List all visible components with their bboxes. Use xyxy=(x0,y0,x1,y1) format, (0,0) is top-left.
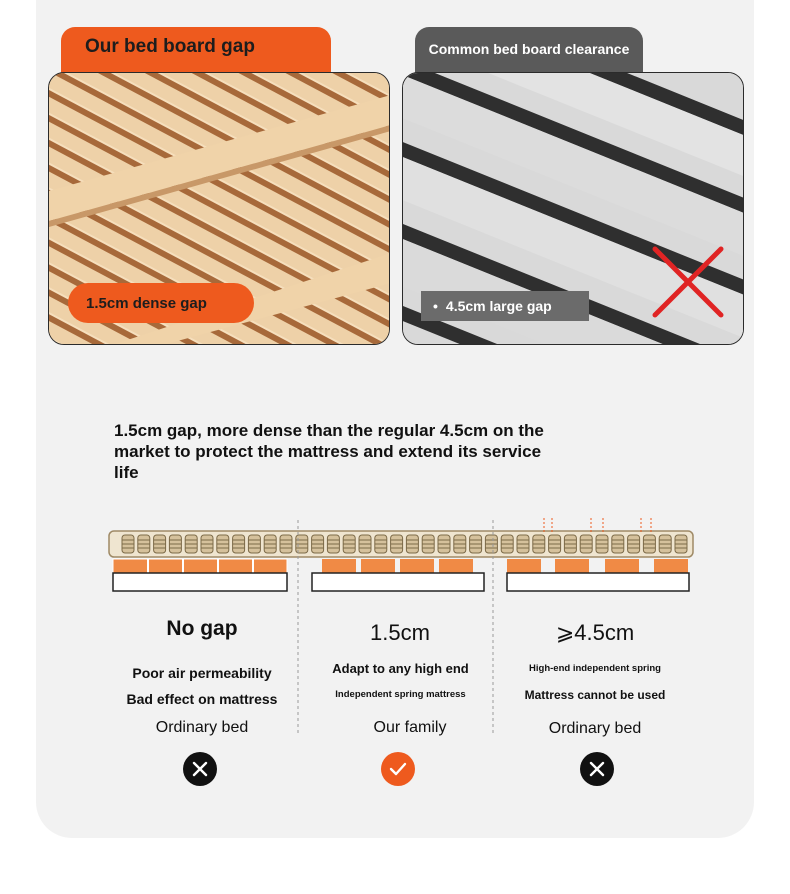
column-no-gap xyxy=(102,617,302,641)
column-line1: Adapt to any high end xyxy=(332,661,469,676)
column-line2: Mattress cannot be used xyxy=(524,688,666,702)
cross-icon xyxy=(580,752,614,786)
column-line1: High-end independent spring xyxy=(529,663,661,674)
dense-gap-text: 1.5cm dense gap xyxy=(86,294,207,312)
description-text: 1.5cm gap, more dense than the regular 4.5cm on the market to protect the mattress and extend its service life xyxy=(114,421,544,482)
ours-tab-label: Our bed board gap xyxy=(85,36,255,57)
check-icon xyxy=(381,752,415,786)
column-heading: No gap xyxy=(166,617,238,640)
column-label: Ordinary bed xyxy=(155,719,249,736)
large-gap-badge xyxy=(421,291,589,321)
column-line2: Independent spring mattress xyxy=(335,689,466,700)
column-heading: 1.5cm xyxy=(370,620,430,645)
column-line2: Bad effect on mattress xyxy=(126,691,278,707)
dense-gap-badge xyxy=(68,283,254,323)
column-ours xyxy=(300,620,500,646)
badge-bullet: • xyxy=(433,298,438,314)
column-line1: Poor air permeability xyxy=(132,665,272,681)
column-ours-text xyxy=(288,660,513,712)
common-tab-label: Common bed board clearance xyxy=(428,41,630,57)
column-no-gap-text xyxy=(102,660,302,712)
column-label: Our family xyxy=(373,719,447,736)
column-label: Ordinary bed xyxy=(548,720,642,737)
column-large-gap xyxy=(495,620,695,646)
column-large-gap-text xyxy=(495,660,695,712)
cross-icon xyxy=(183,752,217,786)
large-gap-text: 4.5cm large gap xyxy=(445,298,552,314)
column-heading: ⩾4.5cm xyxy=(555,620,635,645)
